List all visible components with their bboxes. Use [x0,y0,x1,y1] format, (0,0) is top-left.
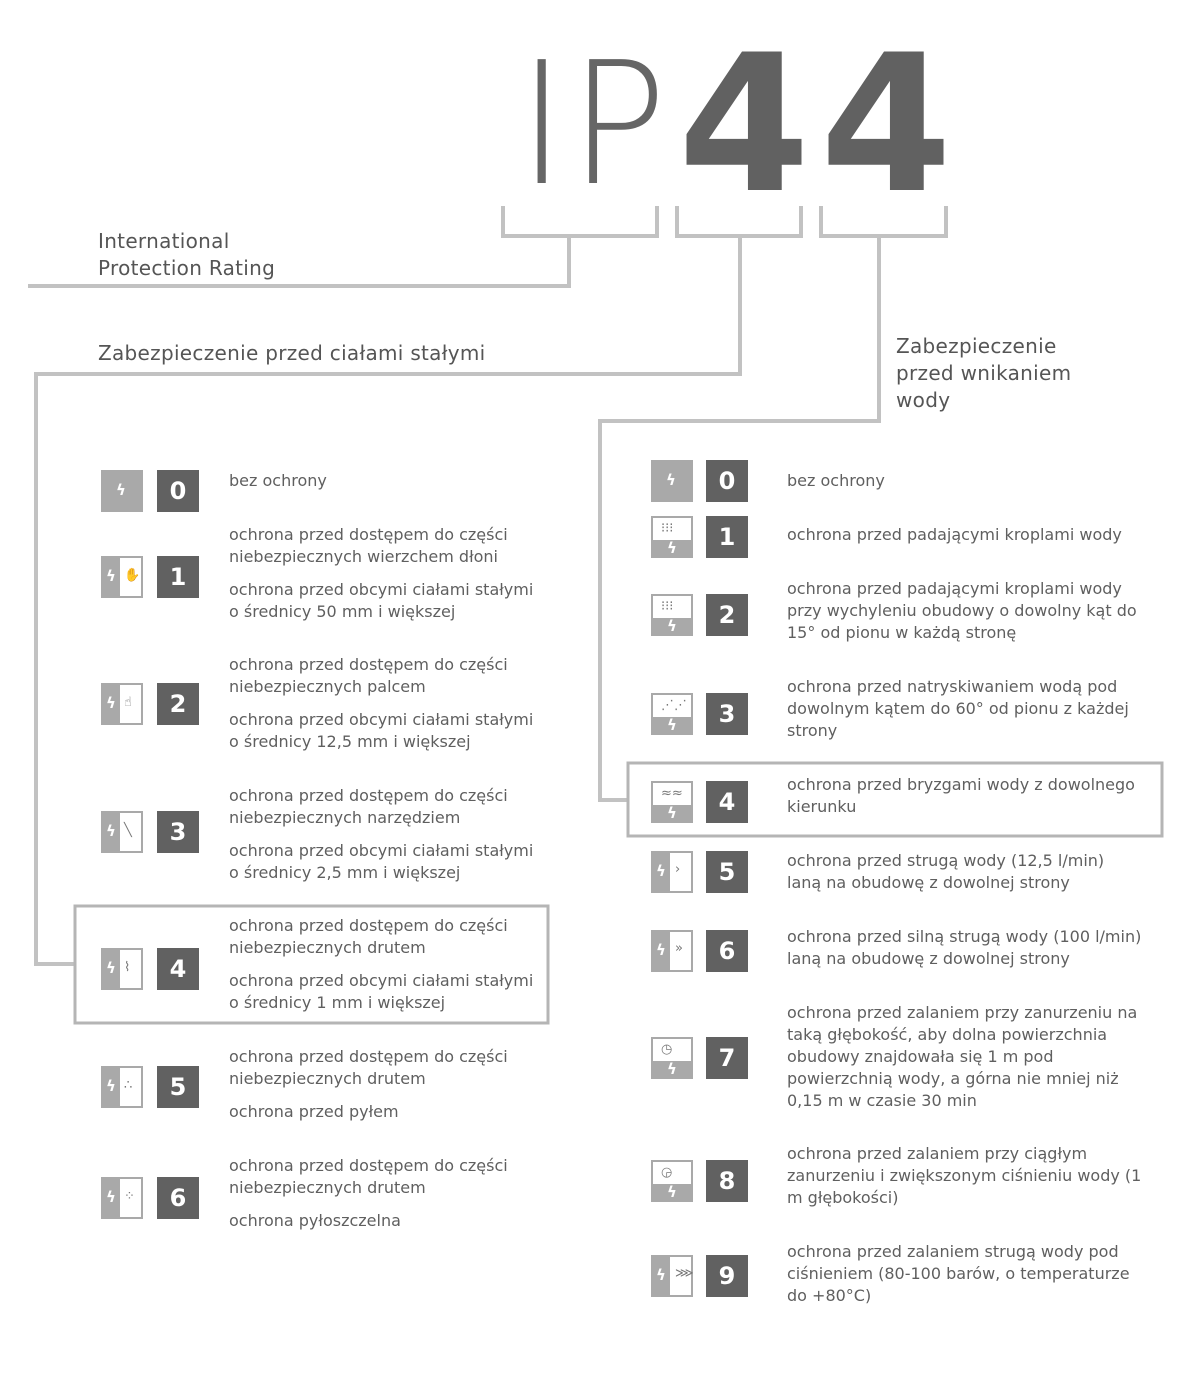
lightning-icon: ϟ [667,804,677,822]
solid-rating-number: 3 [157,811,199,853]
description-line: ochrona przed dostępem do części niebezpiecznych palcem [229,655,508,696]
solid-rating-description [229,524,539,623]
strong-jet-icon [651,930,693,972]
description-line: ochrona przed obcymi ciałami stałymi o średnicy 2,5 mm i większej [229,841,534,882]
glyph-mark: ∴ [124,1078,133,1093]
liquid-rating-number: 5 [706,851,748,893]
solid-rating-number: 6 [157,1177,199,1219]
glyph-mark: ⋰⋰ [661,698,687,713]
glyph-mark: ◶ [661,1165,673,1180]
description-line: ochrona przed obcymi ciałami stałymi o średnicy 50 mm i większej [229,580,534,621]
liquid-rating-number: 7 [706,1037,748,1079]
glyph-mark: » [675,941,683,956]
liquid-rating-description [787,774,1142,818]
description-line: bez ochrony [229,471,327,490]
liquid-rating-number: 8 [706,1160,748,1202]
description-line: bez ochrony [787,471,885,490]
liquid-rating-description [787,1143,1142,1209]
glyph-mark: ⁘ [124,1189,135,1204]
solid-rating-description [229,654,539,753]
liquid-rating-number: 2 [706,594,748,636]
label-liquid: Zabezpieczenie przed wnikaniem wody [896,334,1072,412]
liquid-rating-number: 9 [706,1255,748,1297]
liquid-rating-number: 6 [706,930,748,972]
glyph-mark: ≈≈ [661,786,683,801]
jet-icon [651,851,693,893]
lightning-icon: ϟ [667,1183,677,1201]
glyph-mark: ╲ [124,823,132,838]
solid-rating-number: 2 [157,683,199,725]
glyph-mark: ⁝⁝⁝ [661,521,674,536]
ip-digit-solid: 4 [678,14,811,235]
liquid-rating-number: 0 [706,460,748,502]
description-line: ochrona przed natryskiwaniem wodą pod dowolnym kątem do 60° od pionu z każdej strony [787,677,1129,740]
glyph-mark: ☝ [124,695,132,710]
liquid-rating-description [787,676,1142,742]
description-line: ochrona przed dostępem do części niebezpiecznych wierzchem dłoni [229,525,508,566]
glyph-mark: ⌇ [124,960,131,975]
description-line: ochrona przed padającymi kroplami wody przy wychyleniu obudowy o dowolny kąt do 15° od pionu w każdą stronę [787,579,1137,642]
liquid-rating-description [787,926,1142,970]
description-line: ochrona przed dostępem do części niebezpiecznych drutem [229,916,508,957]
label-rating: International Protection Rating [98,229,276,280]
solid-rating-number: 4 [157,948,199,990]
liquid-rating-description [787,578,1142,644]
lightning-icon: ϟ [106,1077,116,1095]
description-line: ochrona przed dostępem do części niebezpiecznych narzędziem [229,786,508,827]
liquid-rating-description [787,470,1142,492]
liquid-rating-description [787,524,1142,546]
bolt-icon [101,470,143,512]
drops-tilt-icon [651,594,693,636]
label-solid: Zabezpieczenie przed ciałami stałymi [98,341,486,365]
glyph-mark: › [675,862,681,877]
description-line: ochrona przed pyłem [229,1102,399,1121]
lightning-icon: ϟ [667,1060,677,1078]
description-line: ochrona przed strugą wody (12,5 l/min) laną na obudowę z dowolnej strony [787,851,1105,892]
lightning-icon: ϟ [106,959,116,977]
lightning-icon: ϟ [667,617,677,635]
description-line: ochrona przed bryzgami wody z dowolnego kierunku [787,775,1135,816]
splash-icon [651,781,693,823]
description-line: ochrona przed dostępem do części niebezpiecznych drutem [229,1047,508,1088]
lightning-icon: ϟ [666,471,676,489]
description-line: ochrona przed obcymi ciałami stałymi o średnicy 12,5 mm i większej [229,710,534,751]
description-line: ochrona przed obcymi ciałami stałymi o średnicy 1 mm i większej [229,971,534,1012]
dust-tight-icon [101,1177,143,1219]
hand-icon [101,556,143,598]
solid-rating-description [229,1046,539,1123]
description-line: ochrona przed zalaniem przy ciągłym zanurzeniu i zwiększonym ciśnieniu wody (1 m głębokości) [787,1144,1142,1207]
lightning-icon: ϟ [106,567,116,585]
description-line: ochrona przed silną strugą wody (100 l/min) laną na obudowę z dowolnej strony [787,927,1142,968]
description-line: ochrona przed padającymi kroplami wody [787,525,1122,544]
solid-rating-number: 1 [157,556,199,598]
lightning-icon: ϟ [667,716,677,734]
lightning-icon: ϟ [656,941,666,959]
glyph-mark: ⁝⁝⁝ [661,599,674,614]
spray-icon [651,693,693,735]
lightning-icon: ϟ [656,1266,666,1284]
finger-icon [101,683,143,725]
lightning-icon: ϟ [106,1188,116,1206]
liquid-rating-number: 4 [706,781,748,823]
glyph-mark: ◷ [661,1042,673,1057]
screwdriver-icon [101,811,143,853]
solid-rating-description [229,785,539,884]
solid-rating-number: 0 [157,470,199,512]
bolt-icon [651,460,693,502]
lightning-icon: ϟ [116,481,126,499]
description-line: ochrona przed zalaniem przy zanurzeniu na taką głębokość, aby dolna powierzchnia obudowy znajdowała się 1 m pod powierzchnią wody, a górna nie mniej niż 0,15 m w czasie 30 min [787,1003,1138,1110]
description-line: ochrona przed zalaniem strugą wody pod ciśnieniem (80-100 barów, o temperaturze do +80°C) [787,1242,1130,1305]
ip-letters: IP [518,26,671,224]
dust-icon [101,1066,143,1108]
lightning-icon: ϟ [106,694,116,712]
liquid-rating-description [787,1241,1142,1307]
solid-rating-number: 5 [157,1066,199,1108]
liquid-rating-description [787,850,1142,894]
liquid-rating-number: 3 [706,693,748,735]
description-line: ochrona pyłoszczelna [229,1211,401,1230]
lightning-icon: ϟ [656,862,666,880]
liquid-rating-number: 1 [706,516,748,558]
wire-icon [101,948,143,990]
lightning-icon: ϟ [667,539,677,557]
drops-icon [651,516,693,558]
solid-rating-description [229,915,539,1014]
lightning-icon: ϟ [106,822,116,840]
immersion-icon [651,1037,693,1079]
submersion-icon [651,1160,693,1202]
description-line: ochrona przed dostępem do części niebezpiecznych drutem [229,1156,508,1197]
ip-digit-liquid: 4 [820,14,953,235]
glyph-mark: ⋙ [675,1266,694,1281]
glyph-mark: ✋ [124,568,141,583]
pressure-jet-icon [651,1255,693,1297]
solid-rating-description [229,1155,539,1232]
liquid-rating-description [787,1002,1142,1112]
solid-rating-description [229,470,539,492]
